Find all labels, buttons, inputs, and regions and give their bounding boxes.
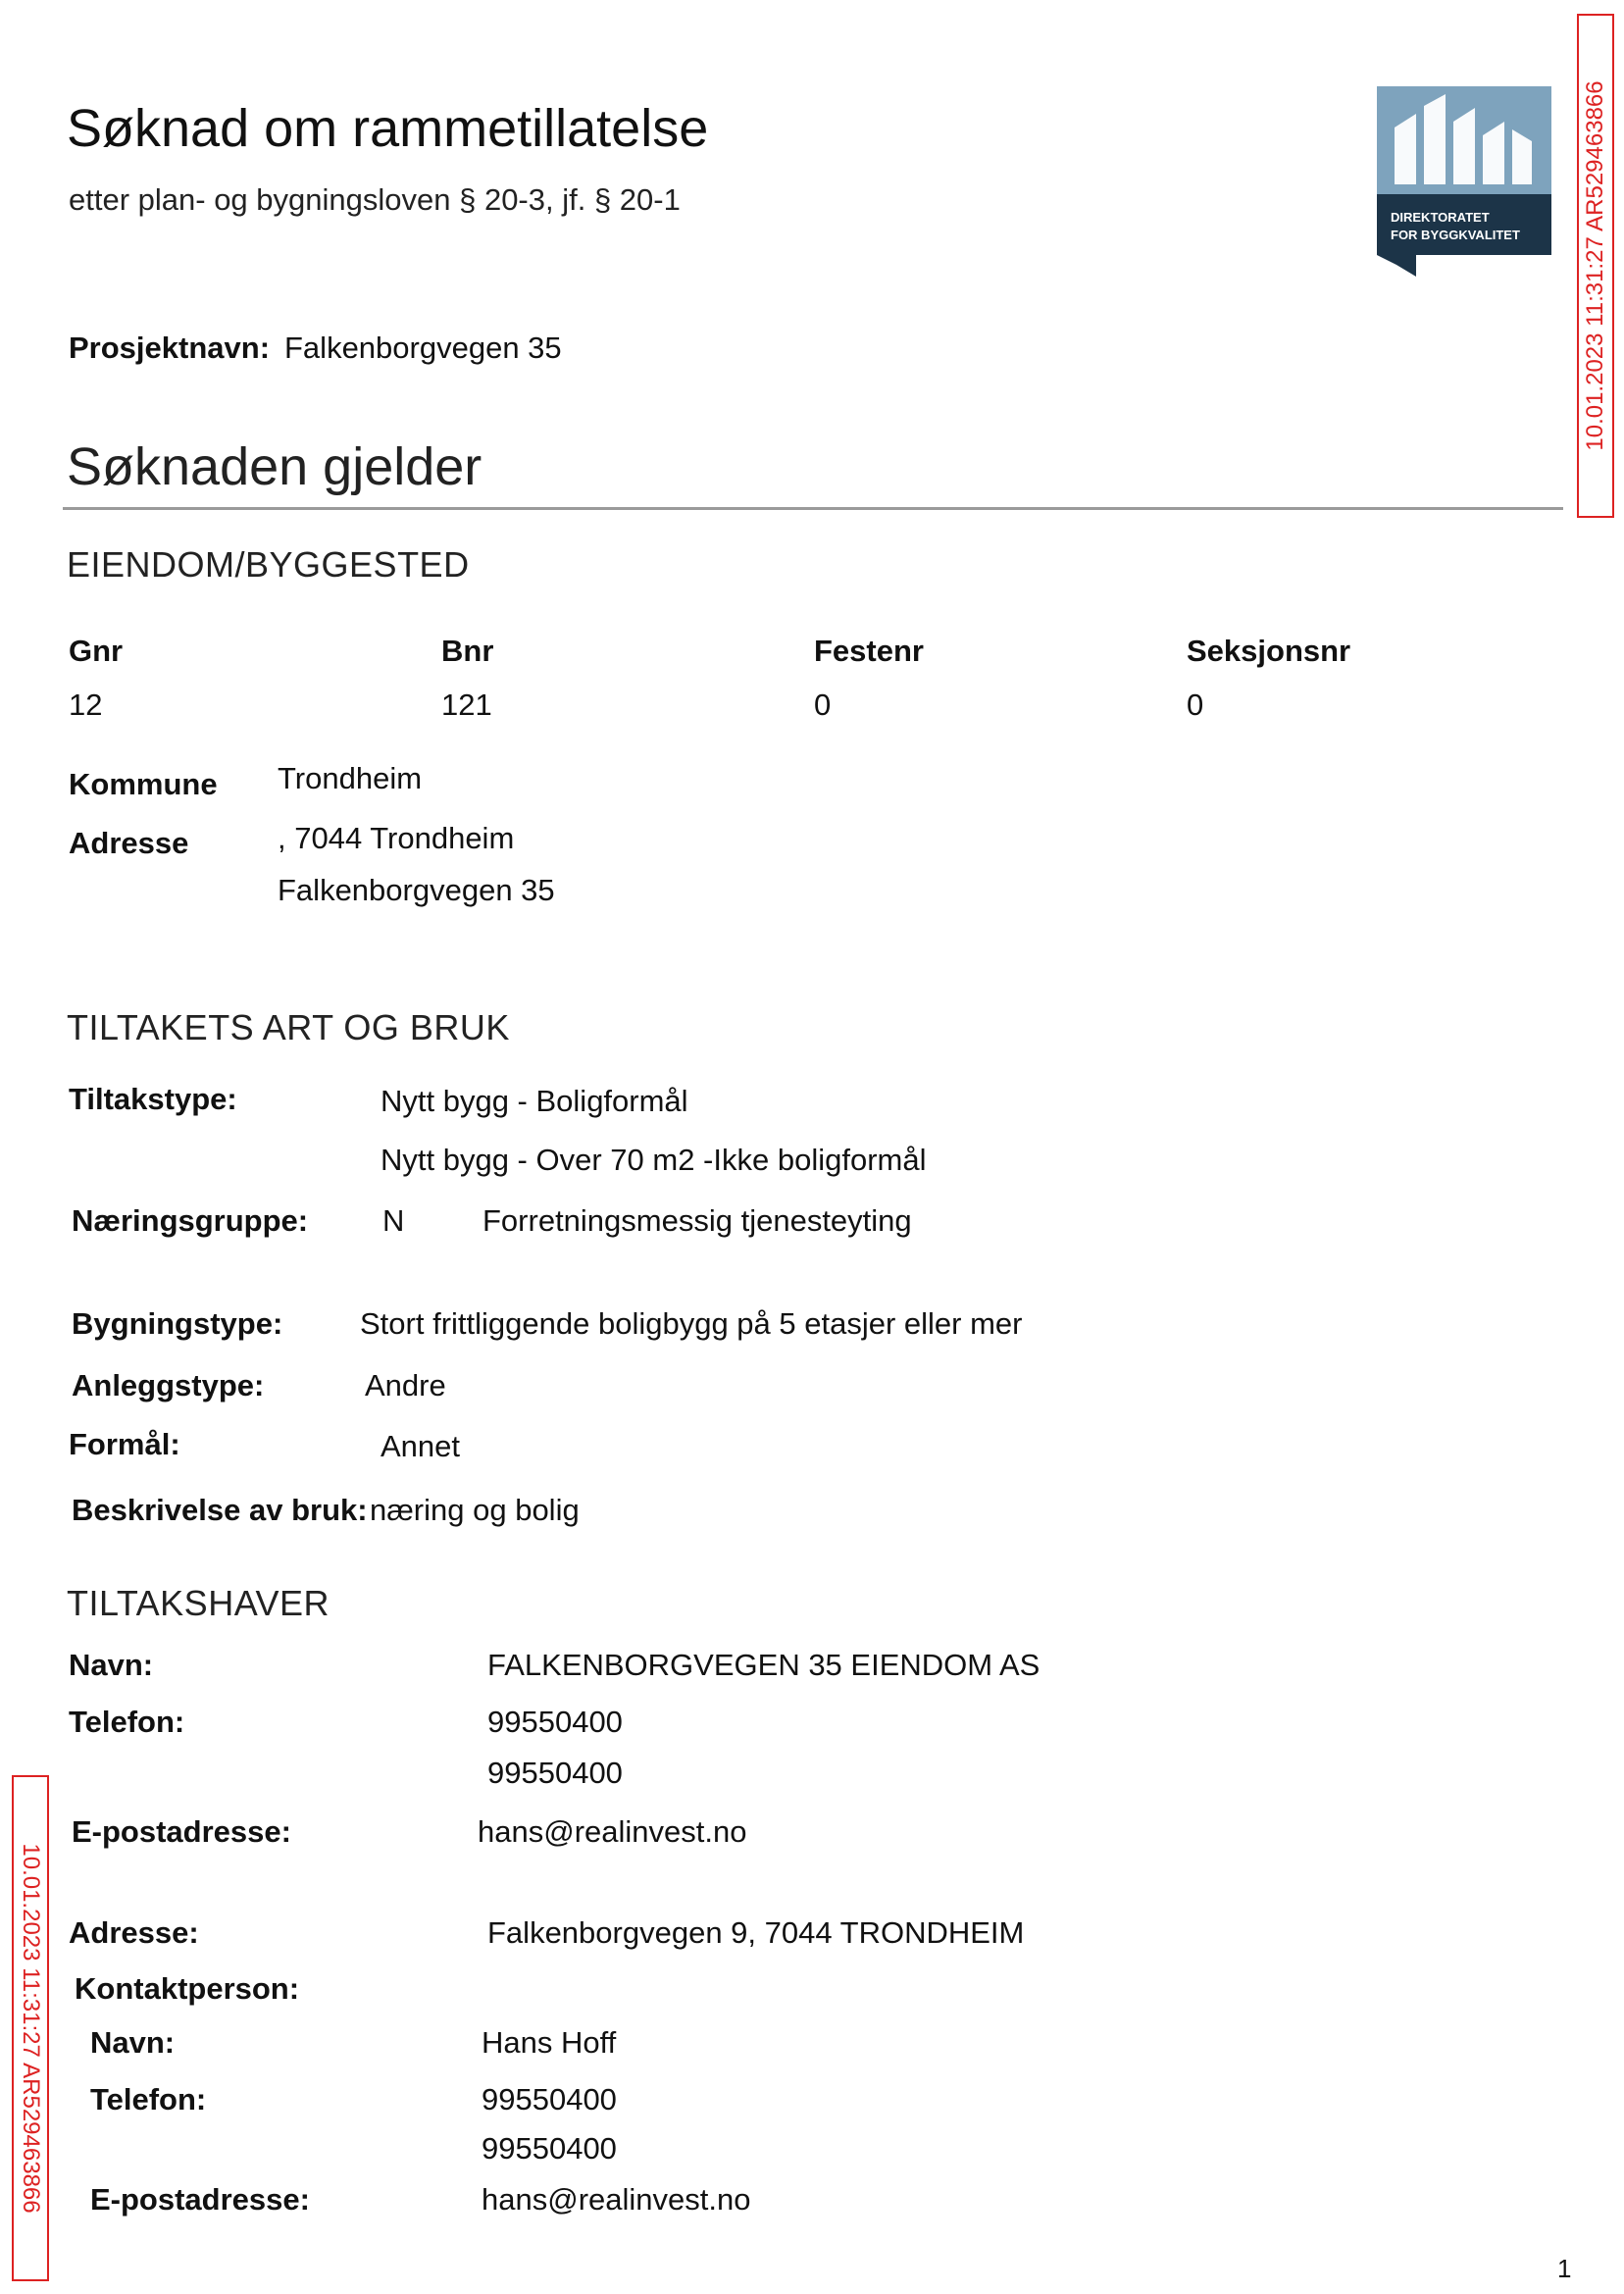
kontakt-navn-value: Hans Hoff <box>482 2025 617 2060</box>
kontakt-telefon-value-1: 99550400 <box>482 2082 617 2116</box>
timestamp-stamp-top <box>1577 14 1614 518</box>
formal-label: Formål: <box>69 1427 180 1461</box>
kontakt-epost-value: hans@realinvest.no <box>482 2182 751 2217</box>
kontakt-telefon-label: Telefon: <box>90 2082 207 2116</box>
kontakt-telefon-value-2: 99550400 <box>482 2131 617 2166</box>
anleggstype-value: Andre <box>365 1368 446 1402</box>
section-title: Søknaden gjelder <box>67 437 482 496</box>
tiltakshaver-telefon-value-1: 99550400 <box>487 1705 623 1739</box>
anleggstype-label: Anleggstype: <box>72 1368 265 1402</box>
naeringsgruppe-code: N <box>382 1203 405 1238</box>
kommune-value: Trondheim <box>278 761 423 795</box>
dibk-logo-graphic <box>1377 86 1551 277</box>
tiltakshaver-telefon-value-2: 99550400 <box>487 1756 623 1790</box>
bnr-label: Bnr <box>441 634 494 668</box>
festenr-value: 0 <box>814 688 832 722</box>
seksjonsnr-label: Seksjonsnr <box>1187 634 1351 668</box>
tiltakstype-value-1: Nytt bygg - Boligformål <box>381 1084 688 1118</box>
gnr-value: 12 <box>69 688 103 722</box>
naeringsgruppe-value: Forretningsmessig tjenesteyting <box>482 1203 912 1238</box>
tiltakshaver-adresse-label: Adresse: <box>69 1915 199 1950</box>
beskrivelse-value: næring og bolig <box>370 1493 580 1527</box>
kontaktperson-label: Kontaktperson: <box>75 1971 300 2006</box>
logo-text-line1: DIREKTORATET <box>1391 210 1490 225</box>
adresse-line2: Falkenborgvegen 35 <box>278 873 555 907</box>
stamp-text: 10.01.2023 11:31:27 AR529463866 <box>1582 80 1608 451</box>
tiltakshaver-adresse-value: Falkenborgvegen 9, 7044 TRONDHEIM <box>487 1915 1025 1950</box>
project-name-value: Falkenborgvegen 35 <box>284 331 562 365</box>
dibk-logo <box>1377 86 1551 277</box>
festenr-label: Festenr <box>814 634 924 668</box>
art-heading: TILTAKETS ART OG BRUK <box>67 1007 510 1047</box>
kommune-label: Kommune <box>69 767 218 801</box>
bygningstype-value: Stort frittliggende boligbygg på 5 etasjer eller mer <box>360 1306 1023 1341</box>
tiltakshaver-navn-label: Navn: <box>69 1648 154 1682</box>
tiltakshaver-navn-value: FALKENBORGVEGEN 35 EIENDOM AS <box>487 1648 1040 1682</box>
stamp-text: 10.01.2023 11:31:27 AR529463866 <box>18 1843 44 2214</box>
tiltakshaver-epost-value: hans@realinvest.no <box>478 1814 747 1849</box>
tiltakshaver-telefon-label: Telefon: <box>69 1705 185 1739</box>
naeringsgruppe-label: Næringsgruppe: <box>72 1203 309 1238</box>
kontakt-navn-label: Navn: <box>90 2025 176 2060</box>
project-name-label: Prosjektnavn: <box>69 331 271 365</box>
beskrivelse-label: Beskrivelse av bruk: <box>72 1493 368 1527</box>
property-heading: EIENDOM/BYGGESTED <box>67 544 470 585</box>
page-number: 1 <box>1557 2254 1572 2283</box>
timestamp-stamp-bottom <box>12 1775 49 2281</box>
bygningstype-label: Bygningstype: <box>72 1306 283 1341</box>
logo-text-line2: FOR BYGGKVALITET <box>1391 228 1520 242</box>
tiltakstype-value-2: Nytt bygg - Over 70 m2 -Ikke boligformål <box>381 1143 927 1177</box>
tiltakshaver-heading: TILTAKSHAVER <box>67 1583 330 1623</box>
tiltakshaver-epost-label: E-postadresse: <box>72 1814 291 1849</box>
adresse-label: Adresse <box>69 826 189 860</box>
section-divider <box>63 507 1563 510</box>
kontakt-epost-label: E-postadresse: <box>90 2182 310 2217</box>
formal-value: Annet <box>381 1429 461 1463</box>
tiltakstype-label: Tiltakstype: <box>69 1082 237 1116</box>
seksjonsnr-value: 0 <box>1187 688 1204 722</box>
document-title: Søknad om rammetillatelse <box>67 99 709 158</box>
bnr-value: 121 <box>441 688 492 722</box>
document-subtitle: etter plan- og bygningsloven § 20-3, jf. § 20-1 <box>69 182 681 217</box>
adresse-line1: , 7044 Trondheim <box>278 821 515 855</box>
gnr-label: Gnr <box>69 634 124 668</box>
